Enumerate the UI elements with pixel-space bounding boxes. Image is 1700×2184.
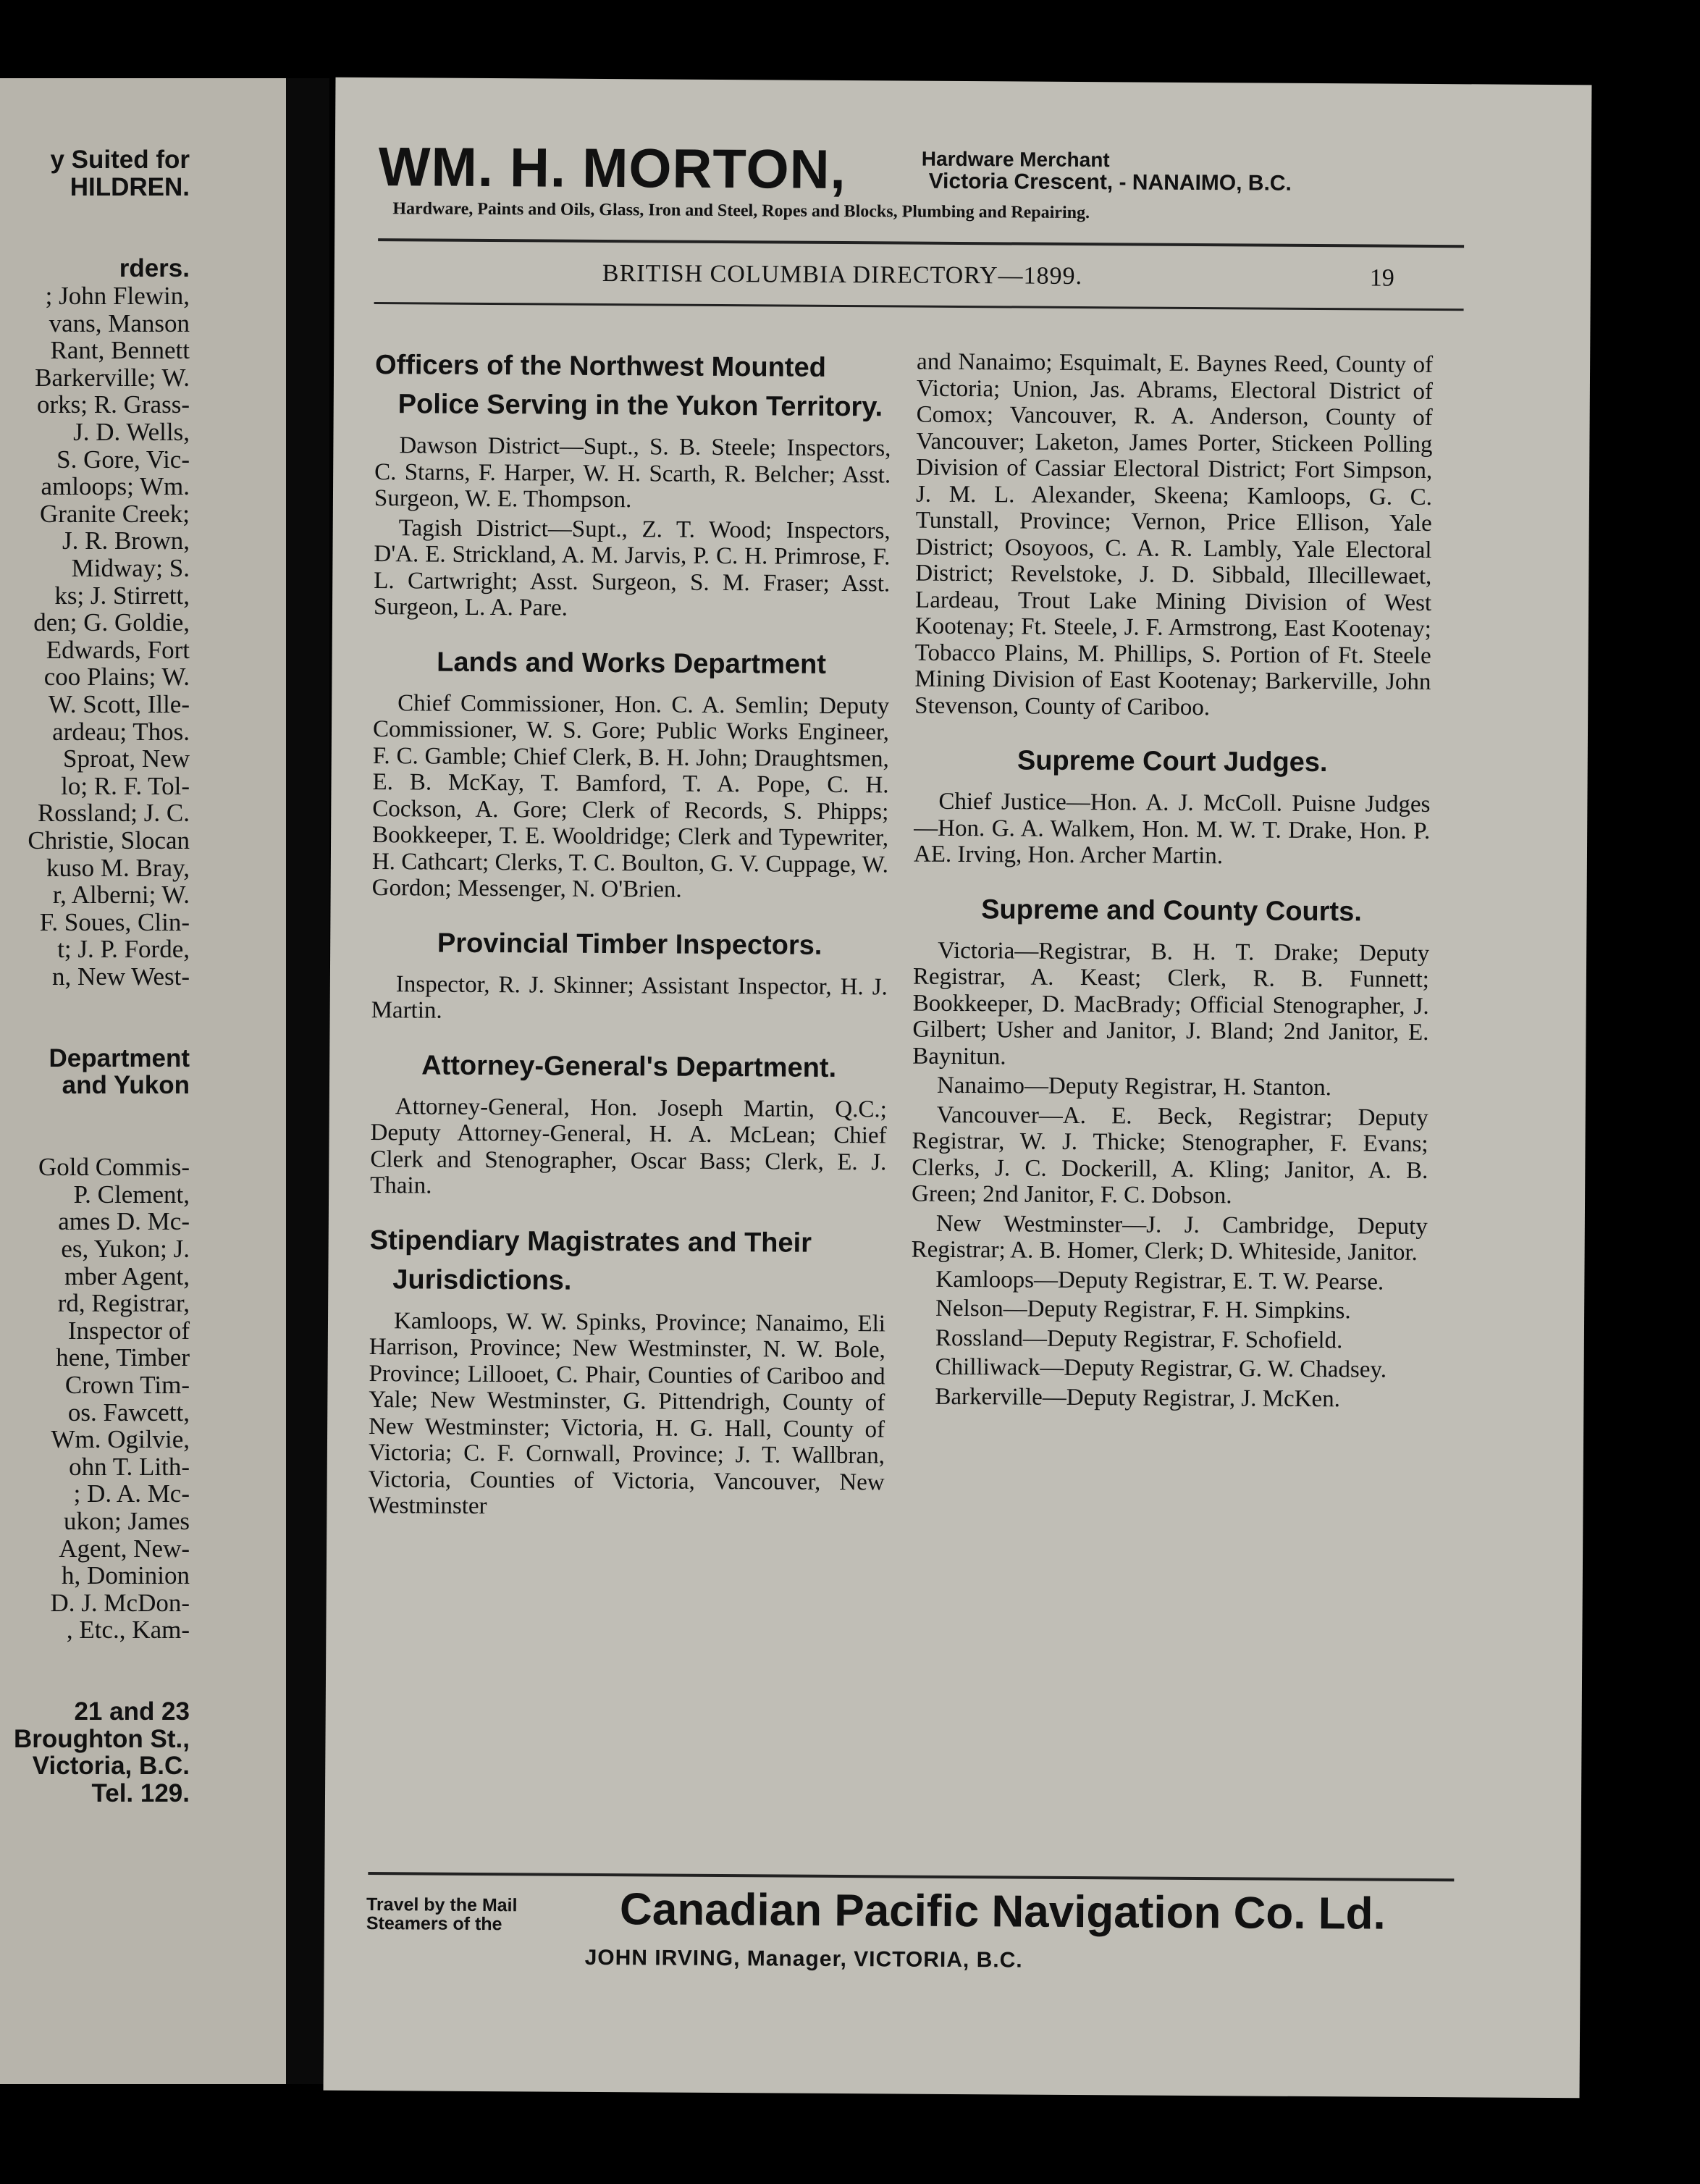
- directory-entry: Dawson District—Supt., S. B. Steele; Inspectors, C. Starns, F. Harper, W. H. Scarth, R. Belcher; Asst. Surgeon, W. E. Thompson.: [374, 432, 891, 513]
- advertiser-trade: Hardware Merchant: [921, 147, 1110, 172]
- advertiser-name: WM. H. MORTON,: [378, 136, 846, 201]
- running-head-rule: [374, 302, 1464, 311]
- left-page-fragment-line: rd, Registrar,: [57, 1289, 190, 1318]
- directory-entry: Barkerville—Deputy Registrar, J. McKen.: [935, 1383, 1341, 1412]
- left-page-fragment-line: and Yukon: [62, 1071, 190, 1100]
- left-page-fragment-line: Wm. Ogilvie,: [51, 1425, 190, 1454]
- footer-manager: JOHN IRVING, Manager, VICTORIA, B.C.: [584, 1945, 1023, 1973]
- directory-entry: Rossland—Deputy Registrar, F. Schofield.: [935, 1324, 1343, 1353]
- footer-lead-line: Steamers of the: [366, 1913, 502, 1935]
- directory-entry: Inspector, R. J. Skinner; Assistant Inspector, H. J. Martin.: [371, 970, 888, 1024]
- left-page-fragment-line: rders.: [119, 254, 190, 283]
- directory-entry: Chilliwack—Deputy Registrar, G. W. Chadsey.: [935, 1353, 1387, 1383]
- left-page-fragment-line: Department: [49, 1043, 190, 1072]
- directory-page: [324, 77, 1592, 2099]
- left-page-fragment-line: Granite Creek;: [40, 499, 190, 528]
- left-page-fragment-line: Crown Tim-: [64, 1371, 190, 1399]
- left-page-fragment-line: Inspector of: [67, 1316, 190, 1345]
- section-heading: Supreme and County Courts.: [981, 894, 1362, 927]
- left-page-fragment-line: kuso M. Bray,: [46, 853, 190, 882]
- page-number: 19: [1369, 264, 1394, 292]
- left-page-fragment-line: n, New West-: [52, 962, 190, 991]
- left-page-fragment-line: F. Soues, Clin-: [39, 907, 190, 936]
- left-page-fragment-line: J. R. Brown,: [62, 526, 190, 555]
- left-page-fragment-line: 21 and 23: [74, 1697, 190, 1726]
- left-page-fragment-line: lo; R. F. Tol-: [61, 771, 190, 800]
- left-page-fragment-line: D. J. McDon-: [50, 1588, 190, 1617]
- directory-entry: Tagish District—Supt., Z. T. Wood; Inspectors, D'A. E. Strickland, A. M. Jarvis, P. C. H. Primrose, F. L. Cartwright; Asst. Surgeon, S. M. Fraser; Asst. Surgeon, L. A. Pare.: [373, 514, 891, 621]
- advertiser-address: Victoria Crescent, - NANAIMO, B.C.: [928, 169, 1292, 196]
- left-page-fragment-line: ukon; James: [63, 1507, 190, 1535]
- left-page-fragment-line: P. Clement,: [73, 1180, 190, 1209]
- left-column: [368, 345, 891, 1525]
- left-page-fragment-line: amloops; Wm.: [41, 472, 190, 501]
- directory-entry: Attorney-General, Hon. Joseph Martin, Q.C.; Deputy Attorney-General, H. A. McLean; Chief Clerk and Stenographer, Oscar Bass; Clerk, E. J. Thain.: [370, 1093, 887, 1199]
- left-page-fragment-line: Agent, New-: [59, 1534, 190, 1563]
- left-page-fragment-line: Midway; S.: [71, 554, 190, 582]
- directory-entry: Vancouver—A. E. Beck, Registrar; Deputy Registrar, W. J. Thicke; Stenographer, F. Evans; Clerks, J. C. Dockerill, A. Kling; Janitor, A. B. Green; 2nd Janitor, F. C. Dobson.: [911, 1101, 1428, 1209]
- directory-entry: Nanaimo—Deputy Registrar, H. Stanton.: [936, 1072, 1332, 1101]
- adjacent-page-fragment: [0, 78, 286, 2084]
- left-page-fragment-line: ohn T. Lith-: [69, 1452, 190, 1481]
- section-heading: Supreme Court Judges.: [1017, 745, 1328, 778]
- left-page-fragment-line: Barkerville; W.: [35, 363, 190, 392]
- left-page-fragment-line: Rossland; J. C.: [37, 799, 190, 828]
- advertiser-goods: Hardware, Paints and Oils, Glass, Iron and Steel, Ropes and Blocks, Plumbing and Repairing.: [392, 199, 1090, 223]
- left-page-fragment-line: r, Alberni; W.: [52, 881, 190, 910]
- left-page-fragment-line: hene, Timber: [56, 1343, 190, 1372]
- section-heading: Stipendiary Magistrates and Their Jurisdictions.: [369, 1225, 812, 1296]
- footer-lead-text: [366, 1895, 518, 1933]
- left-page-fragment-line: S. Gore, Vic-: [56, 445, 190, 474]
- directory-entry: and Nanaimo; Esquimalt, E. Baynes Reed, County of Victoria; Union, Jas. Abrams, Electoral District of Comox; Vancouver, R. A. Anderson, County of Vancouver; Laketon, James Porter, Stickeen Polling Division of Cassiar Electoral District; Fort Simpson, J. M. L. Alexander, Skeena; Kamloops, G. C. Tunstall, Province; Vernon, Price Ellison, Yale District; Osoyoos, C. A. R. Lambly, Yale Electoral District; Revelstoke, J. D. Sibbald, Illecillewaet, Lardeau, Trout Lake Mining Division of West Kootenay; Ft. Steele, J. F. Armstrong, East Kootenay; Tobacco Plains, M. Phillips, S. Portion of Ft. Steele Mining Division of East Kootenay; Barkerville, John Stevenson, County of Cariboo.: [914, 348, 1434, 721]
- left-page-fragment-line: ames D. Mc-: [58, 1207, 190, 1236]
- left-page-fragment-line: coo Plains; W.: [43, 663, 190, 692]
- left-page-fragment-line: Christie, Slocan: [28, 826, 190, 854]
- left-page-fragment-line: t; J. P. Forde,: [57, 935, 190, 964]
- left-page-fragment-line: Sproat, New: [63, 744, 190, 773]
- section-heading: Provincial Timber Inspectors.: [437, 928, 822, 961]
- directory-entry: Chief Commissioner, Hon. C. A. Semlin; Deputy Commissioner, W. S. Gore; Public Works Engineer, F. C. Gamble; Chief Clerk, B. H. John; Draughtsmen, E. B. McKay, T. Bamford, T. A. Pope, C. H. Cockson, A. Gore; Clerk of Records, S. Phipps; Bookkeeper, T. E. Wooldridge; Clerk and Typewriter, H. Cathcart; Clerks, T. C. Boulton, G. V. Cuppage, W. Gordon; Messenger, N. O'Brien.: [371, 689, 890, 903]
- left-page-fragment-line: Victoria, B.C.: [32, 1752, 190, 1781]
- left-page-fragment-line: h, Dominion: [62, 1561, 190, 1590]
- left-page-fragment-line: Tel. 129.: [91, 1779, 190, 1807]
- directory-entry: New Westminster—J. J. Cambridge, Deputy Registrar; A. B. Homer, Clerk; D. Whiteside, Janitor.: [911, 1210, 1428, 1266]
- left-page-fragment-line: mber Agent,: [64, 1261, 190, 1290]
- left-page-fragment-line: y Suited for: [50, 146, 190, 174]
- left-page-fragment-line: J. D. Wells,: [73, 418, 190, 446]
- directory-entry: Kamloops—Deputy Registrar, E. T. W. Pearse.: [935, 1266, 1384, 1295]
- running-head: BRITISH COLUMBIA DIRECTORY—1899.: [602, 259, 1083, 290]
- right-column: [910, 349, 1433, 1416]
- left-page-fragment-line: ; D. A. Mc-: [73, 1479, 190, 1508]
- book-gutter: [286, 78, 329, 2084]
- header-rule: [378, 238, 1464, 248]
- section-heading: Attorney-General's Department.: [421, 1049, 837, 1083]
- left-page-fragment-line: Broughton St.,: [13, 1724, 190, 1753]
- directory-entry: Chief Justice—Hon. A. J. McColl. Puisne Judges—Hon. G. A. Walkem, Hon. M. W. T. Drake, Hon. P. AE. Irving, Hon. Archer Martin.: [913, 788, 1431, 870]
- section-heading: Lands and Works Department: [437, 647, 827, 680]
- left-page-fragment-line: ks; J. Stirrett,: [54, 581, 190, 610]
- directory-entry: Kamloops, W. W. Spinks, Province; Nanaimo, Eli Harrison, Province; New Westminster, N. W. Bole, Province; Lillooet, C. Phair, Counties of Cariboo and Yale; New Westminster, G. Pittendrigh, County of New Westminster; Victoria, H. G. Hall, County of Victoria; C. F. Cornwall, Province; J. T. Wallbran, Victoria, Counties of Victoria, Vancouver, New Westminster: [368, 1307, 886, 1520]
- left-page-fragment-line: HILDREN.: [70, 172, 190, 201]
- section-heading: Officers of the Northwest Mounted Police Serving in the Yukon Territory.: [374, 350, 883, 423]
- footer-rule: [368, 1872, 1454, 1881]
- left-page-fragment-line: Gold Commis-: [38, 1153, 190, 1182]
- directory-entry: Victoria—Registrar, B. H. T. Drake; Deputy Registrar, A. Keast; Clerk, R. B. Funnett; Bookkeeper, D. MacBrady; Official Stenographer, J. Gilbert; Usher and Janitor, J. Bland; 2nd Janitor, E. Baynitun.: [912, 937, 1430, 1070]
- left-page-fragment-line: den; G. Goldie,: [33, 608, 190, 637]
- left-page-fragment-line: vans, Manson: [49, 308, 190, 337]
- directory-entry: Nelson—Deputy Registrar, F. H. Simpkins.: [935, 1295, 1351, 1324]
- left-page-fragment-line: orks; R. Grass-: [37, 390, 190, 419]
- left-page-fragment-line: ardeau; Thos.: [52, 717, 190, 746]
- left-page-fragment-line: Edwards, Fort: [46, 635, 190, 664]
- left-page-fragment-line: W. Scott, Ille-: [48, 690, 190, 718]
- left-page-fragment-line: es, Yukon; J.: [61, 1235, 190, 1263]
- left-page-fragment-line: os. Fawcett,: [67, 1398, 190, 1427]
- left-page-fragment-line: ; John Flewin,: [45, 282, 190, 310]
- left-page-fragment-line: , Etc., Kam-: [66, 1616, 190, 1645]
- footer-lead-line: Travel by the Mail: [366, 1894, 518, 1916]
- footer-company-name: Canadian Pacific Navigation Co. Ld.: [619, 1884, 1386, 1939]
- left-page-fragment-line: Rant, Bennett: [50, 336, 190, 365]
